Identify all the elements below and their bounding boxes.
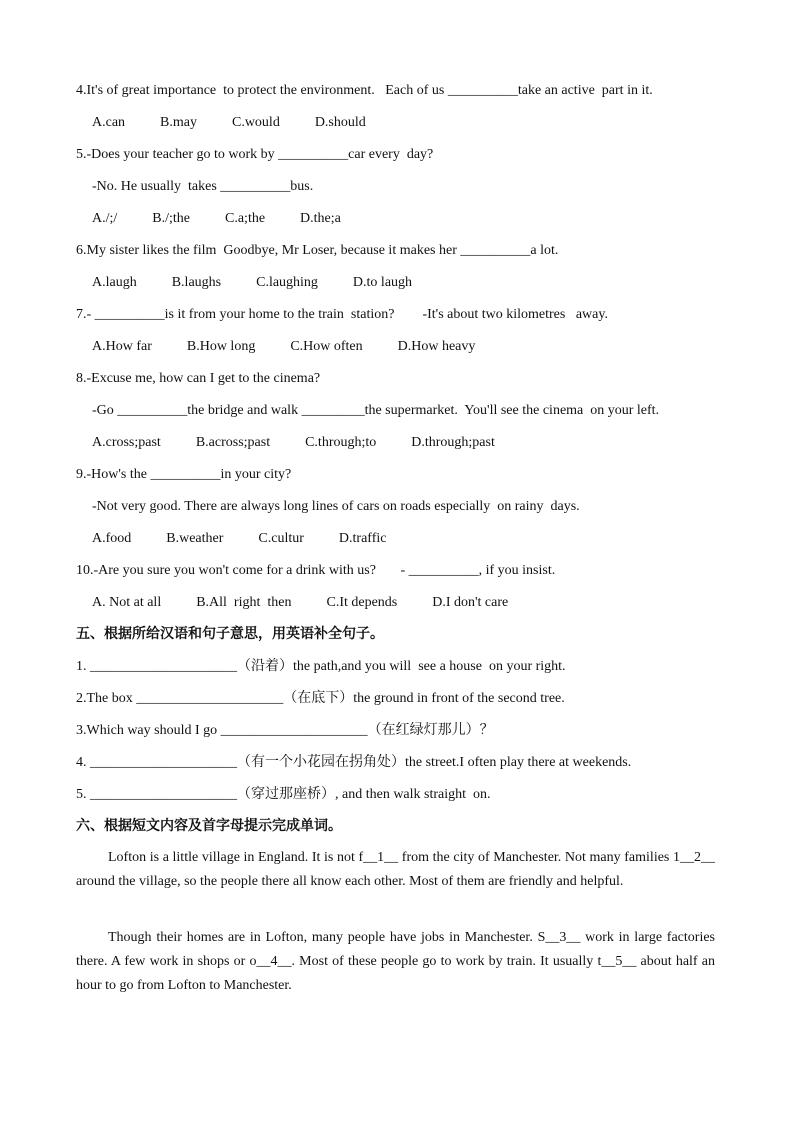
passage-paragraph-2: Though their homes are in Lofton, many people have jobs in Manchester. S__3__ work in large factories there. A few work in shops or o__4__. Most of these people go to work by train. It usually t__5__ about half an hour to go from Lofton to Manchester. <box>76 930 715 993</box>
question-6-options: A.laugh B.laughs C.laughing D.to laugh <box>92 275 413 290</box>
question-10-options: A. Not at all B.All right then C.It depends D.I don't care <box>92 595 509 610</box>
section-5-heading: 五、根据所给汉语和句子意思，用英语补全句子。 <box>76 626 384 642</box>
passage-paragraph-1: Lofton is a little village in England. It is not f__1__ from the city of Manchester. Not many families 1__2__ around the village, so the people there all know each other. Most of them are friendly and helpful. <box>76 850 715 889</box>
question-4-options: A.can B.may C.would D.should <box>92 115 366 130</box>
question-9-response: -Not very good. There are always long lines of cars on roads especially on rainy days. <box>92 499 580 514</box>
question-9-options: A.food B.weather C.cultur D.traffic <box>92 531 387 546</box>
question-8-options: A.cross;past B.across;past C.through;to D.through;past <box>92 435 495 450</box>
question-8-stem: 8.-Excuse me, how can I get to the cinema? <box>76 371 321 386</box>
question-8-response: -Go __________the bridge and walk _________the supermarket. You'll see the cinema on your left. <box>92 403 660 418</box>
question-5-response: -No. He usually takes __________bus. <box>92 179 314 194</box>
question-10-stem: 10.-Are you sure you won't come for a drink with us? - __________, if you insist. <box>76 563 556 578</box>
section-5-item-4: 4. _____________________（有一个小花园在拐角处）the street.I often play there at weekends. <box>76 755 632 770</box>
question-7-stem: 7.- __________is it from your home to the train station? -It's about two kilometres away. <box>76 307 608 322</box>
question-9-stem: 9.-How's the __________in your city? <box>76 467 292 482</box>
section-5-item-3: 3.Which way should I go _____________________（在红绿灯那儿）？ <box>76 723 494 738</box>
question-5-stem: 5.-Does your teacher go to work by __________car every day? <box>76 147 434 162</box>
question-6-stem: 6.My sister likes the film Goodbye, Mr Loser, because it makes her __________a lot. <box>76 243 559 258</box>
question-4-stem: 4.It's of great importance to protect the environment. Each of us __________take an active part in it. <box>76 83 653 98</box>
section-6-heading: 六、根据短文内容及首字母提示完成单词。 <box>76 818 342 834</box>
question-5-options: A./;/ B./;the C.a;the D.the;a <box>92 211 341 226</box>
section-5-item-5: 5. _____________________（穿过那座桥）, and then walk straight on. <box>76 787 491 802</box>
section-5-item-2: 2.The box _____________________（在底下）the ground in front of the second tree. <box>76 691 565 706</box>
section-5-item-1: 1. _____________________（沿着）the path,and you will see a house on your right. <box>76 659 566 674</box>
question-7-options: A.How far B.How long C.How often D.How heavy <box>92 339 476 354</box>
